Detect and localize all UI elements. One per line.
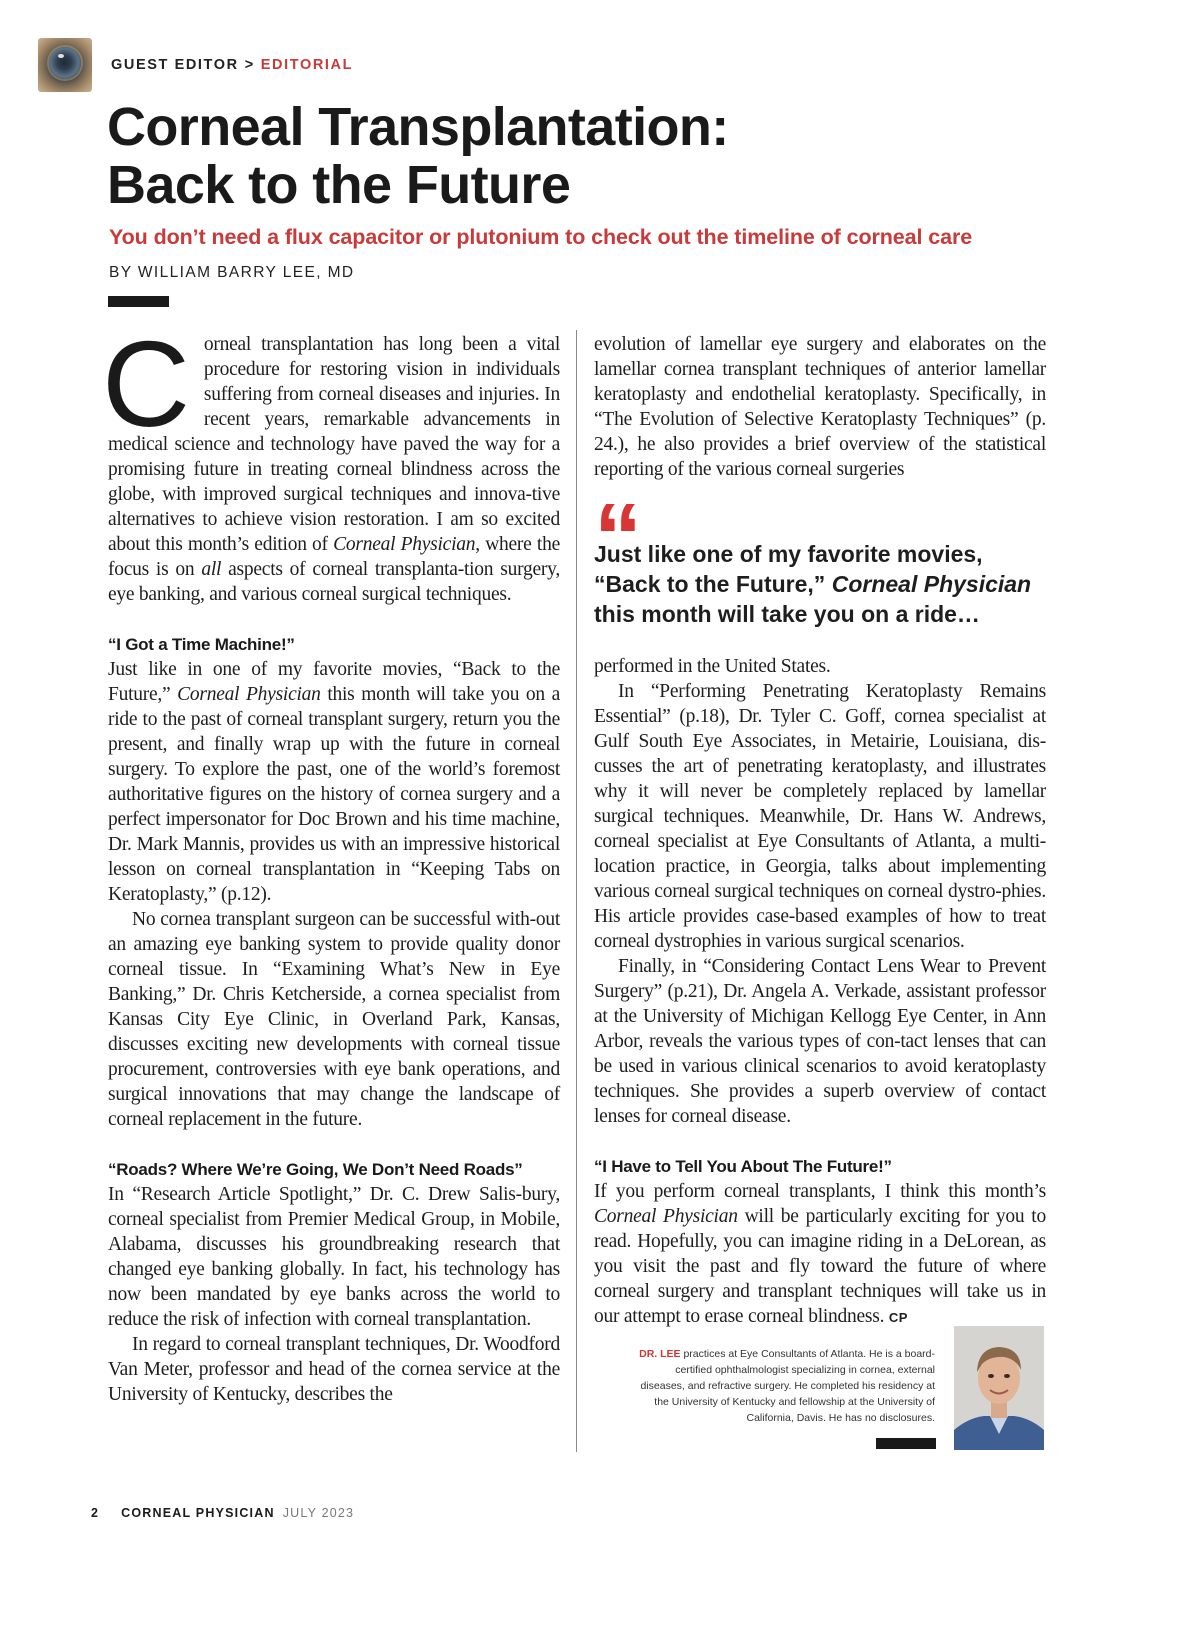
author-bio	[630, 1346, 935, 1426]
future-text-a: If you perform corneal transplants, I think this month’s	[594, 1181, 1046, 1202]
intro-text-b: , where the focus is on	[108, 534, 560, 580]
page-number: 2	[91, 1506, 100, 1520]
eye-thumbnail-image	[38, 38, 92, 92]
bio-rule-bar	[876, 1438, 936, 1449]
lamellar-paragraph: evolution of lamellar eye surgery and elaborates on the lamellar cornea transplant techniques of anterior lamellar keratoplasty and endothelial keratoplasty. Specifically, in “The Evolution of Selective Keratoplasty Techniques” (p. 24.), he also provides a brief overview of the statistical reporting of the various corneal surgeries	[594, 334, 1046, 480]
drop-cap: C	[102, 316, 190, 452]
publication-name: CORNEAL PHYSICIAN	[121, 1506, 275, 1520]
time-machine-text-a: Just like in one of my favorite movies, “Back to the Future,”	[108, 659, 560, 705]
section-heading-future: “I Have to Tell You About The Future!”	[594, 1157, 892, 1176]
breadcrumb-section: GUEST EDITOR	[111, 57, 239, 73]
pull-quote-text-b: this month will take you on a ride…	[594, 601, 980, 627]
intro-paragraph	[102, 316, 560, 607]
breadcrumb-subsection: EDITORIAL	[260, 57, 354, 73]
author-portrait	[954, 1326, 1044, 1450]
article-title	[107, 98, 1007, 214]
section-heading-time-machine: “I Got a Time Machine!”	[108, 635, 295, 654]
end-mark: CP	[888, 1310, 908, 1325]
breadcrumb	[111, 57, 353, 73]
eye-glint-graphic	[58, 54, 64, 58]
section-heading-roads: “Roads? Where We’re Going, We Don’t Need Roads”	[108, 1160, 523, 1179]
column-divider	[576, 330, 577, 1452]
roads-paragraph-2: In regard to corneal transplant techniques, Dr. Woodford Van Meter, professor and head of the cornea service at the University of Kentucky, describes the	[108, 1334, 560, 1405]
intro-text-c: aspects of corneal transplanta-tion surgery, eye banking, and various corneal surgical techniques.	[108, 559, 560, 605]
right-column-continued	[594, 654, 1046, 1330]
future-text-b: will be particularly exciting for you to read. Hopefully, you can imagine riding in a DeLorean, as you visit the past and fly toward the future of where corneal surgery and transplant techniques will take us in our attempt to erase corneal blindness.	[594, 1206, 1046, 1327]
pull-quote	[594, 539, 1054, 629]
issue-date: JULY 2023	[282, 1506, 355, 1520]
surgeries-continued-paragraph: performed in the United States.	[594, 656, 831, 677]
future-paragraph	[594, 1179, 1046, 1330]
left-column	[102, 316, 560, 1407]
article-byline: BY WILLIAM BARRY LEE, MD	[109, 264, 355, 281]
author-bio-name: DR. LEE	[639, 1348, 681, 1360]
page-footer	[91, 1506, 354, 1520]
intro-text-a: orneal transplantation has long been a vital procedure for restoring vision in individuals suffering from corneal diseases and injuries. In recent years, remarkable advancements in medical science and technology have paved the way for a promising future in treating corneal blindness across the globe, with improved surgical techniques and innova-tive alternatives to achieve vision restoration. I am so excited about this month’s edition of	[108, 334, 560, 555]
article-title-line-2: Back to the Future	[107, 155, 571, 215]
author-bio-text: practices at Eye Consultants of Atlanta. He is a board-certified ophthalmologist specializing in cornea, external diseases, and refractive surgery. He completed his residency at the University of Kentucky and fellowship at the University of California, Davis. He has no disclosures.	[640, 1348, 935, 1424]
pull-quote-mark-icon: “	[594, 484, 642, 591]
intro-journal-name: Corneal Physician	[333, 534, 476, 555]
time-machine-journal-name: Corneal Physician	[177, 684, 321, 705]
breadcrumb-separator: >	[244, 57, 255, 73]
pull-quote-journal-name: Corneal Physician	[831, 571, 1032, 597]
pull-quote-text-a: Just like one of my favorite movies, “Back to the Future,”	[594, 541, 983, 597]
title-rule-bar	[108, 296, 169, 307]
article-subtitle: You don’t need a flux capacitor or plutonium to check out the timeline of corneal care	[109, 225, 973, 249]
time-machine-paragraph-1	[108, 657, 560, 907]
time-machine-paragraph-2: No cornea transplant surgeon can be successful with-out an amazing eye banking system to provide quality donor corneal tissue. In “Examining What’s New in Eye Banking,” Dr. Chris Ketcherside, a cornea specialist from Kansas City Eye Clinic, in Overland Park, Kansas, discusses exciting new developments with corneal tissue procurement, controversies with eye bank operations, and surgical innovations that may change the landscape of corneal replacement in the future.	[108, 909, 560, 1130]
contact-lens-paragraph: Finally, in “Considering Contact Lens Wear to Prevent Surgery” (p.21), Dr. Angela A. Verkade, assistant professor at the University of Michigan Kellogg Eye Center, in Ann Arbor, reveals the various types of con-tact lenses that can be used in various clinical scenarios to avoid keratoplasty techniques. She provides a superb overview of contact lenses for corneal disease.	[594, 956, 1046, 1127]
right-column-top	[594, 332, 1046, 482]
time-machine-text-b: this month will take you on a ride to the past of corneal transplant surgery, return you the present, and finally wrap up with the future in corneal surgery. To explore the past, one of the world’s foremost authoritative figures on the history of cornea surgery and a perfect impersonator for Doc Brown and his time machine, Dr. Mark Mannis, provides us with an impressive historical lesson on corneal transplantation in “Keeping Tabs on Keratoplasty,” (p.12).	[108, 684, 560, 905]
future-journal-name: Corneal Physician	[594, 1206, 738, 1227]
roads-paragraph-1: In “Research Article Spotlight,” Dr. C. Drew Salis-bury, corneal specialist from Premier Medical Group, in Mobile, Alabama, discusses his groundbreaking research that changed eye banking globally. In fact, his technology has now been mandated by eye banks across the world to reduce the risk of infection with corneal transplantation.	[108, 1184, 560, 1330]
author-portrait-illustration	[954, 1326, 1044, 1450]
intro-emphasis: all	[201, 559, 222, 580]
eye-iris-graphic	[49, 47, 81, 79]
article-title-line-1: Corneal Transplantation:	[107, 97, 729, 157]
penetrating-keratoplasty-paragraph: In “Performing Penetrating Keratoplasty Remains Essential” (p.18), Dr. Tyler C. Goff, cornea specialist at Gulf South Eye Associates, in Metairie, Louisiana, dis-cusses the art of penetrating keratoplasty, and illustrates why it will never be completely replaced by lamellar surgical techniques. Meanwhile, Dr. Hans W. Andrews, corneal specialist at Eye Consultants of Atlanta, a multi-location practice, in Georgia, talks about implementing various corneal surgical techniques on corneal dystro-phies. His article provides case-based examples of how to treat corneal dystrophies in various surgical scenarios.	[594, 681, 1046, 952]
